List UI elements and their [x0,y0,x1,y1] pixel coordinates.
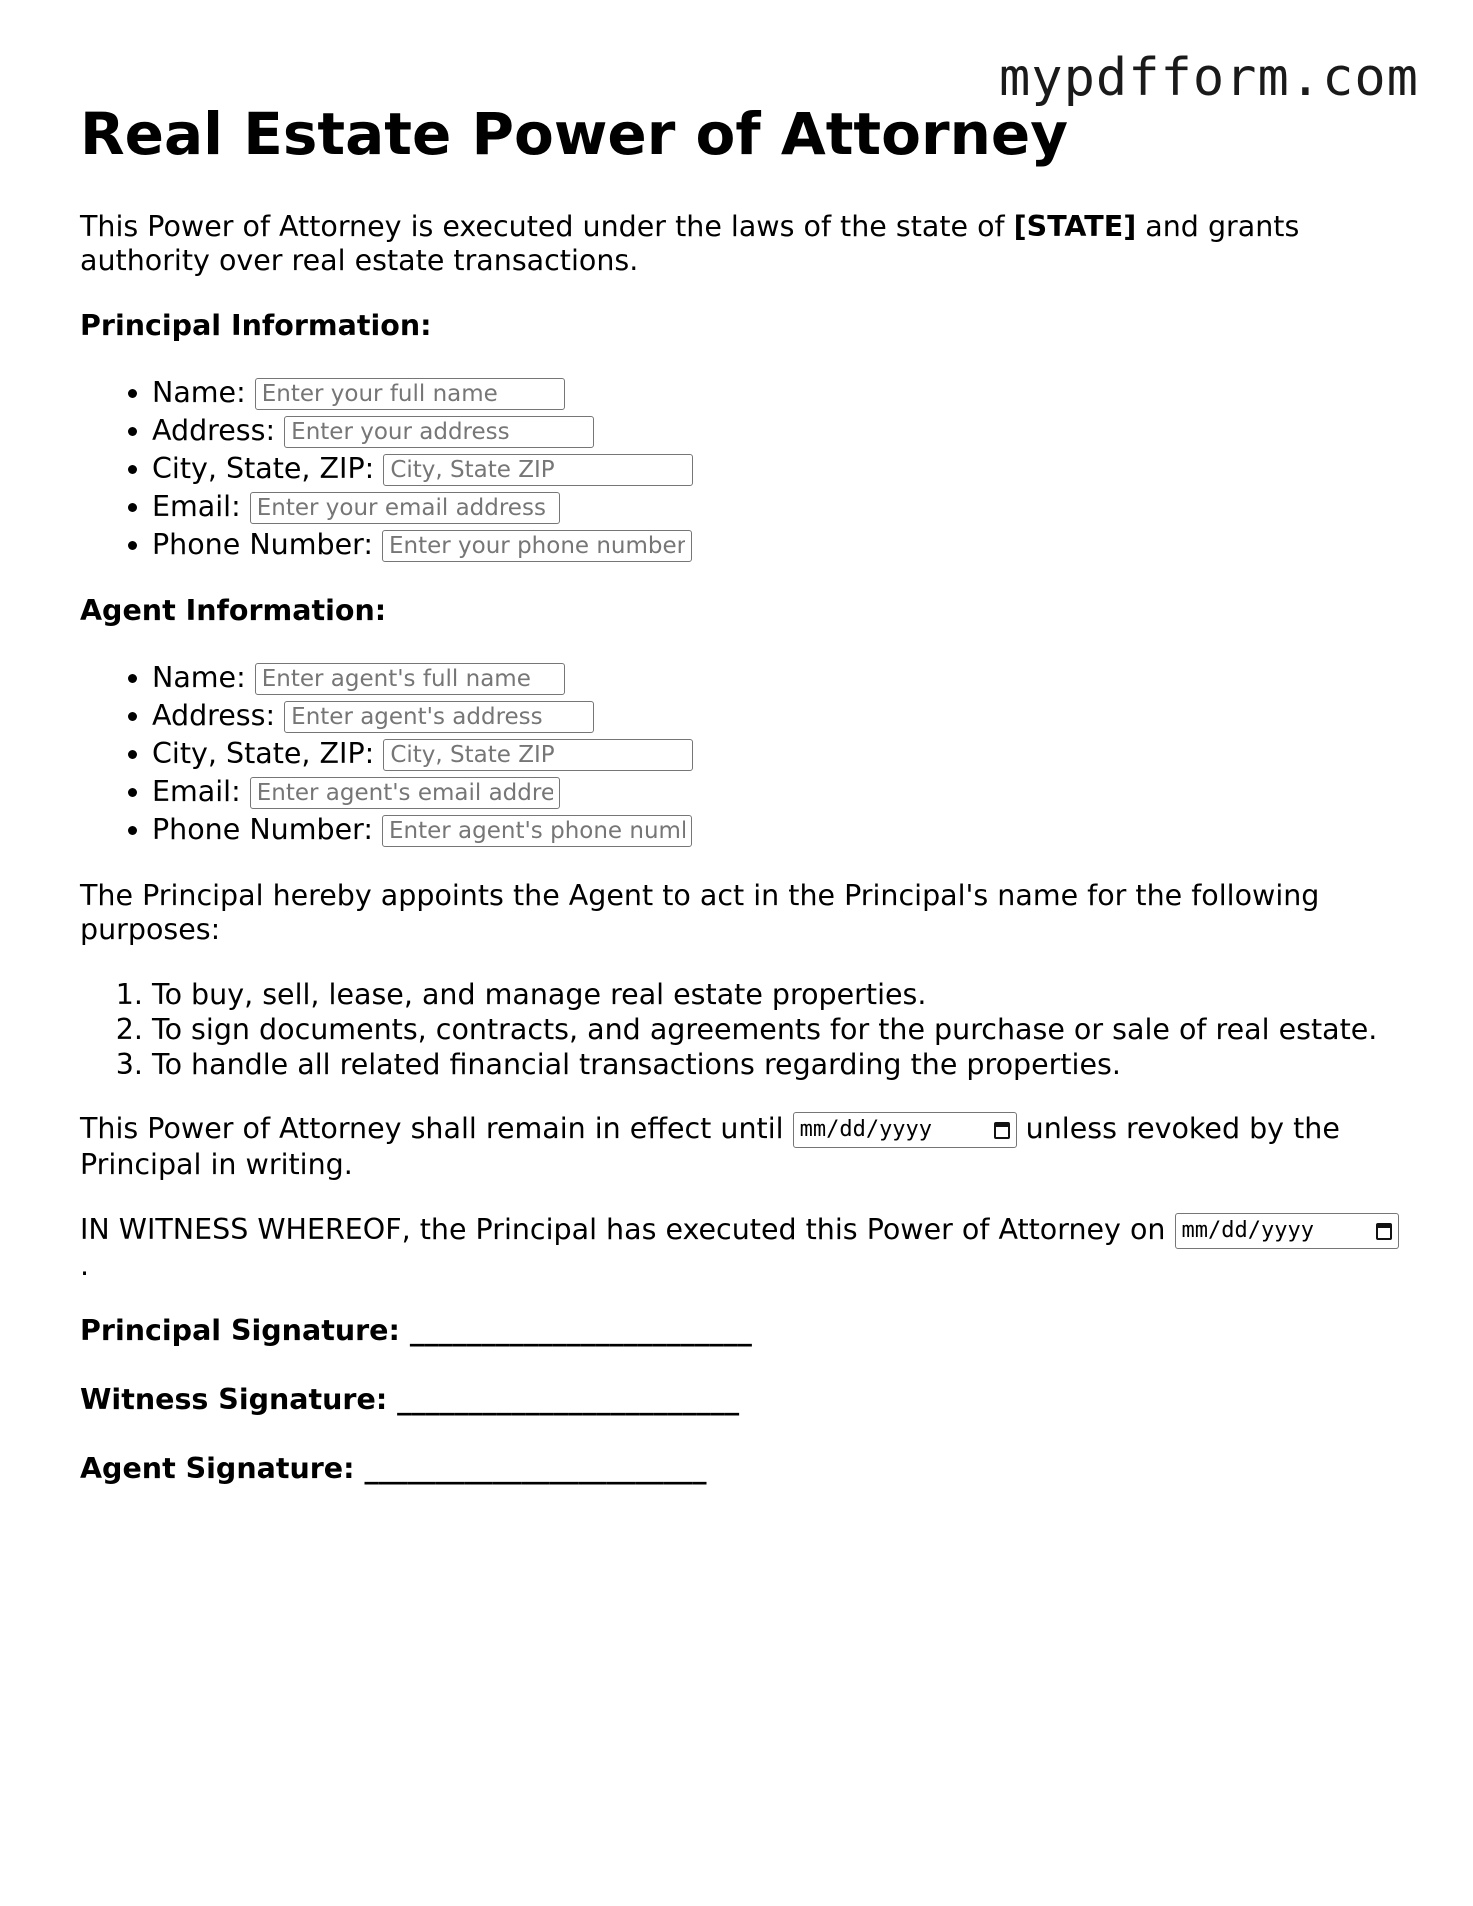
intro-paragraph [80,210,1400,280]
principal-email-input[interactable] [250,492,560,524]
principal-fields-list [80,374,1400,564]
purpose-item: 1. To buy, sell, lease, and manage real estate properties. [152,978,1400,1013]
agent-address-row [152,697,1400,735]
principal-city-label: City, State, ZIP: [152,451,375,485]
effect-text-after: unless revoked by the Principal in writing. [80,1112,1340,1182]
agent-fields-list [80,659,1400,849]
agent-email-row [152,773,1400,811]
agent-address-label: Address: [152,698,276,732]
agent-city-row [152,735,1400,773]
intro-text-before: This Power of Attorney is executed under the laws of the state of [80,209,1014,243]
principal-address-input[interactable] [284,416,594,448]
agent-name-input[interactable] [255,663,565,695]
page-title: Real Estate Power of Attorney [80,100,1069,168]
purpose-item: 2. To sign documents, contracts, and agreements for the purchase or sale of real estate. [152,1013,1400,1048]
effect-text-before: This Power of Attorney shall remain in effect until [80,1112,793,1146]
agent-email-label: Email: [152,774,241,808]
principal-address-label: Address: [152,413,276,447]
document-page [80,100,1400,1520]
agent-city-label: City, State, ZIP: [152,736,375,770]
principal-name-row [152,374,1400,412]
effective-until-date-input[interactable] [793,1112,1017,1148]
agent-signature-line: Agent Signature: ________________________ [80,1451,707,1485]
agent-name-row [152,659,1400,697]
agent-phone-label: Phone Number: [152,812,373,846]
principal-email-label: Email: [152,489,241,523]
state-placeholder: [STATE] [1013,209,1137,243]
agent-phone-row [152,811,1400,849]
witness-text-before: IN WITNESS WHEREOF, the Principal has executed this Power of Attorney on [80,1213,1175,1247]
principal-phone-row [152,526,1400,564]
calendar-icon[interactable] [1376,1223,1392,1240]
principal-city-row [152,450,1400,488]
appointment-paragraph: The Principal hereby appoints the Agent to act in the Principal's name for the following purposes: [80,878,1320,947]
principal-address-row [152,412,1400,450]
date-placeholder-text: mm/dd/yyyy [799,1117,933,1143]
principal-name-input[interactable] [255,378,565,410]
calendar-icon[interactable] [994,1122,1010,1139]
agent-phone-input[interactable] [382,815,692,847]
site-watermark: mypdfform.com [999,48,1419,108]
principal-name-label: Name: [152,375,246,409]
date-placeholder-text: mm/dd/yyyy [1181,1217,1314,1243]
agent-address-input[interactable] [284,701,594,733]
principal-phone-input[interactable] [382,530,692,562]
agent-section-heading: Agent Information: [80,593,387,627]
witness-text-after: . [80,1249,90,1283]
agent-name-label: Name: [152,660,246,694]
purposes-list [80,978,1400,1082]
witness-paragraph [80,1213,1400,1284]
principal-phone-label: Phone Number: [152,527,373,561]
purpose-item: 3. To handle all related financial transactions regarding the properties. [152,1048,1400,1083]
intro-text-after: and grants authority over real estate transactions. [80,209,1300,278]
principal-email-row [152,488,1400,526]
principal-signature-line: Principal Signature: ________________________ [80,1314,752,1348]
effect-paragraph [80,1112,1400,1183]
agent-city-input[interactable] [383,739,693,771]
execution-date-input[interactable] [1175,1213,1399,1249]
principal-section-heading: Principal Information: [80,309,432,343]
principal-city-input[interactable] [383,454,693,486]
agent-email-input[interactable] [250,777,560,809]
witness-signature-line: Witness Signature: ________________________ [80,1382,740,1416]
